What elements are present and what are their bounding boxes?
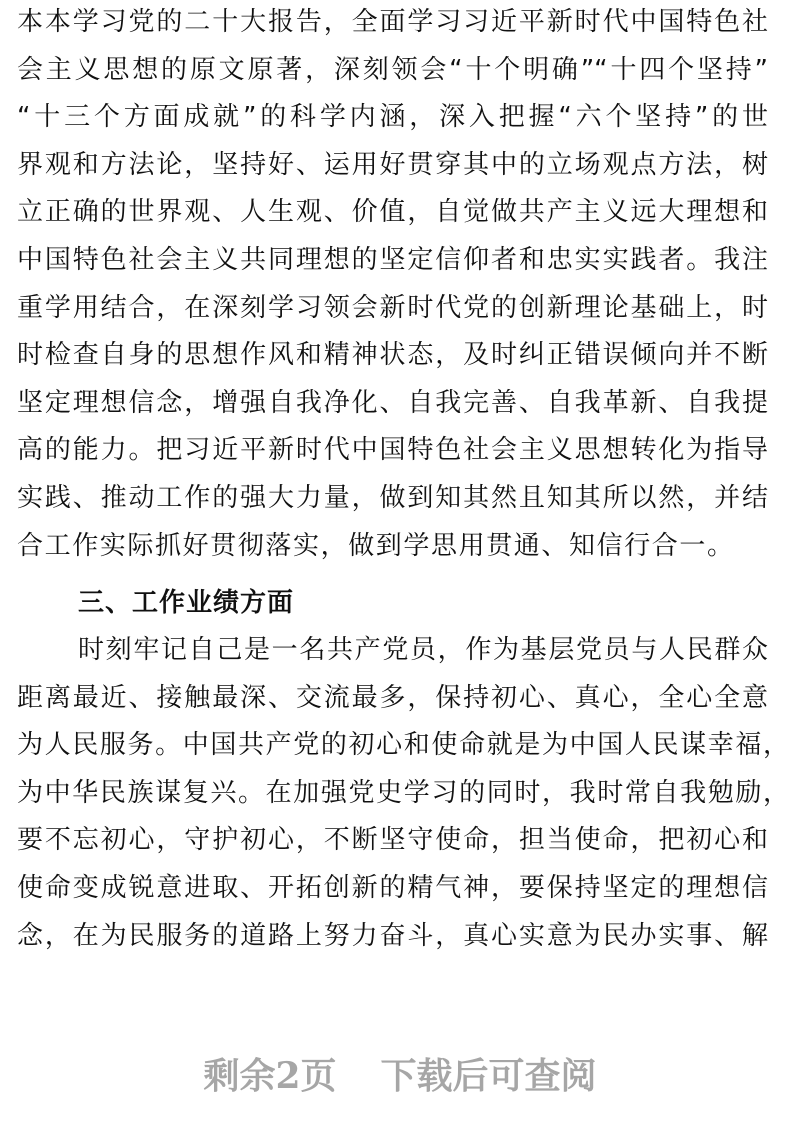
download-to-view-label[interactable]: 下载后可查阅 [380, 1055, 597, 1097]
section-heading: 三、工作业绩方面 [78, 588, 295, 618]
remaining-pages-label[interactable]: 剩余2页 [203, 1055, 337, 1097]
text-line: 会主义思想的原文原著，深刻领会“十个明确”“十四个坚持” [17, 54, 768, 85]
text-line: 界观和方法论，坚持好、运用好贯穿其中的立场观点方法，树 [17, 149, 768, 180]
text-line: 时刻牢记自己是一名共产党员，作为基层党员与人民群众 [78, 635, 768, 665]
text-line: 中国特色社会主义共同理想的坚定信仰者和忠实实践者。我注 [17, 245, 768, 275]
text-line: 为中华民族谋复兴。在加强党史学习的同时，我时常自我勉励， [17, 777, 789, 808]
text-line: 使命变成锐意进取、开拓创新的精气神，要保持坚定的理想信 [17, 873, 768, 903]
text-line: 时检查自身的思想作风和精神状态，及时纠正错误倾向并不断 [17, 340, 768, 371]
text-line: 为人民服务。中国共产党的初心和使命就是为中国人民谋幸福， [17, 730, 789, 761]
text-line: 高的能力。把习近平新时代中国特色社会主义思想转化为指导 [17, 435, 768, 466]
text-line: 实践、推动工作的强大力量，做到知其然且知其所以然，并结 [17, 483, 768, 513]
text-line: 坚定理想信念，增强自我净化、自我完善、自我革新、自我提 [17, 387, 768, 418]
text-line: 要不忘初心，守护初心，不断坚守使命，担当使命，把初心和 [17, 825, 768, 856]
text-line: 合工作实际抓好贯彻落实，做到学思用贯通、知信行合一。 [17, 530, 735, 561]
text-line: 距离最近、接触最深、交流最多，保持初心、真心，全心全意 [17, 682, 768, 713]
text-line: 重学用结合，在深刻学习领会新时代党的创新理论基础上，时 [17, 292, 768, 323]
text-line: 本本学习党的二十大报告，全面学习习近平新时代中国特色社 [17, 7, 768, 37]
text-line: 立正确的世界观、人生观、价值，自觉做共产主义远大理想和 [17, 197, 768, 228]
text-line: 念，在为民服务的道路上努力奋斗，真心实意为民办实事、解 [17, 920, 768, 951]
download-prompt[interactable] [0, 1048, 800, 1099]
text-line: “十三个方面成就”的科学内涵，深入把握“六个坚持”的世 [17, 102, 768, 133]
